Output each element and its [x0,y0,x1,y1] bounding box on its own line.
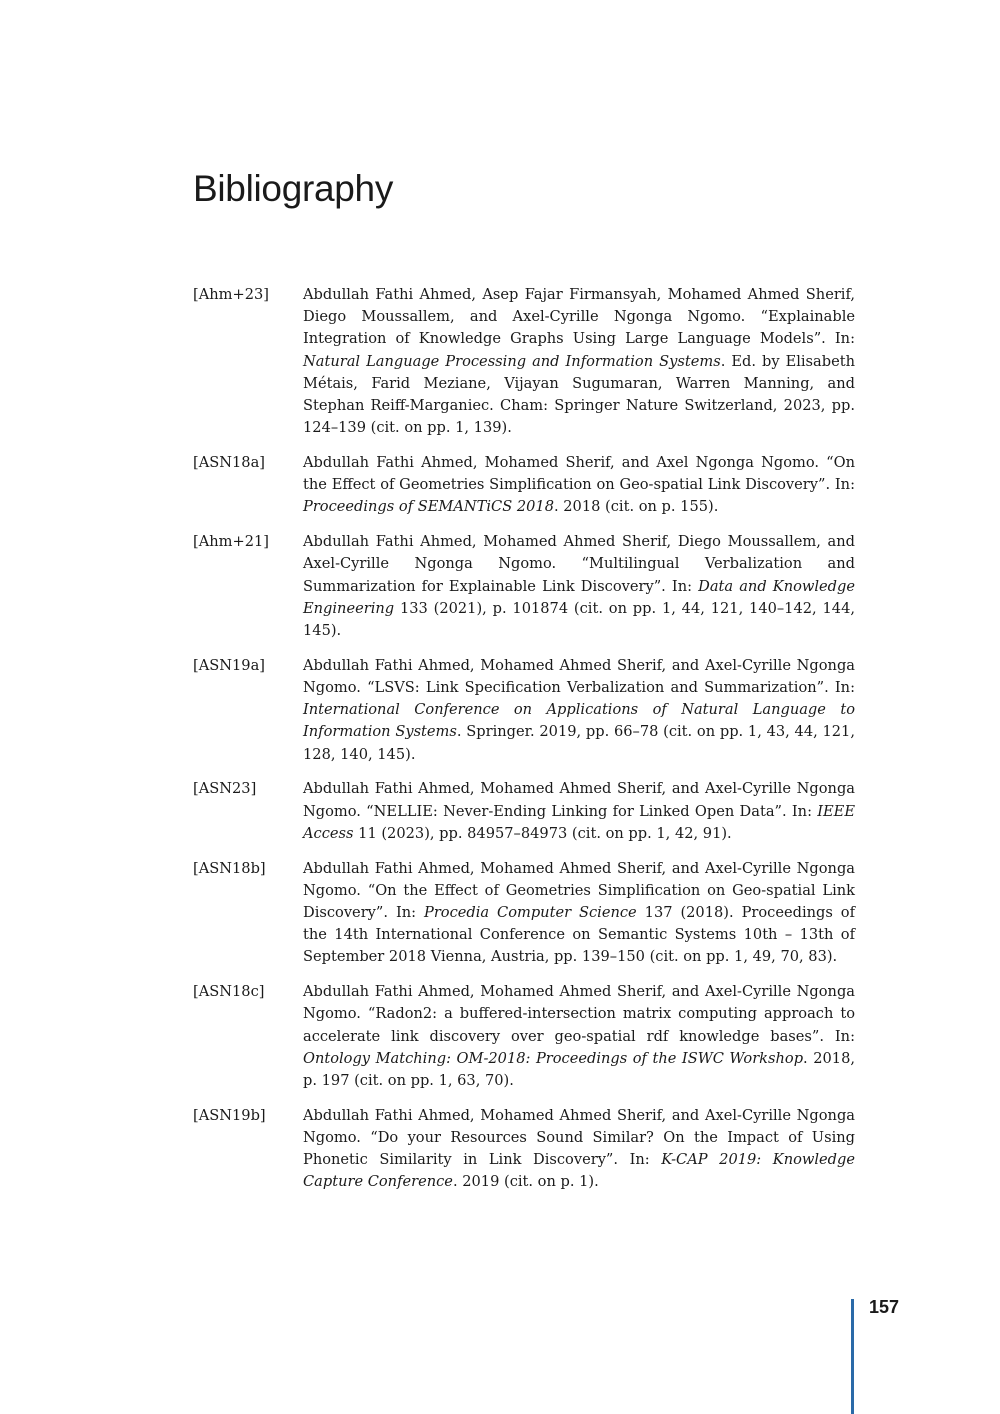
citation-text: Abdullah Fathi Ahmed, Mohamed Sherif, and Axel Ngonga Ngomo. “On the Effect of Geometries Simplification on Geo-spatial Link Discovery”. In: [303,454,855,494]
bib-citation [303,778,855,845]
bib-entry [193,655,855,766]
bib-citation [303,531,855,642]
citation-venue: Procedia Computer Science [424,904,637,922]
bib-key: [ASN19a] [193,656,265,674]
citation-text: 133 (2021), p. 101874 (cit. on pp. 1, 44, 121, 140–142, 144, 145). [303,599,855,640]
citation-text: Abdullah Fathi Ahmed, Mohamed Ahmed Sherif, and Axel-Cyrille Ngonga Ngomo. “On the Effect of Geometries Simplification on Geo-spatial Link Discovery”. In: [303,859,855,922]
bib-key: [ASN18b] [193,859,266,877]
bibliography-list [193,284,855,1206]
citation-venue: Natural Language Processing and Information Systems [303,352,721,370]
page-title: Bibliography [193,168,394,209]
citation-text: Abdullah Fathi Ahmed, Mohamed Ahmed Sherif, and Axel-Cyrille Ngonga Ngomo. “Radon2: a buffered-intersection matrix computing approach to accelerate link discovery over geo-spatial rdf knowledge bases”. In: [303,983,855,1045]
bib-key: [ASN23] [193,780,257,798]
citation-venue: K-CAP 2019: Knowledge Capture Conference [303,1151,855,1191]
citation-text: 137 (2018). Proceedings of the 14th International Conference on Semantic Systems 10th – 13th of September 2018 Vienna, Austria, pp. 139–150 (cit. on pp. 1, 49, 70, 83). [303,904,855,966]
bib-entry [193,858,855,969]
citation-text: . 2018, p. 197 (cit. on pp. 1, 63, 70). [303,1049,856,1090]
bib-key: [ASN19b] [193,1106,266,1124]
bib-key: [Ahm+23] [193,286,269,303]
bib-entry [193,531,855,642]
citation-venue: IEEE Access [303,802,855,842]
citation-text: Abdullah Fathi Ahmed, Mohamed Ahmed Sherif, and Axel-Cyrille Ngonga Ngomo. “LSVS: Link Specification Verbalization and Summarization”. In: [303,656,855,697]
bib-key: [ASN18c] [193,983,265,1001]
bib-entry [193,778,855,845]
citation-venue: Ontology Matching: OM-2018: Proceedings of the ISWC Workshop [303,1049,804,1067]
bib-citation [303,284,855,439]
bib-citation [303,655,855,766]
citation-text: Abdullah Fathi Ahmed, Asep Fajar Firmansyah, Mohamed Ahmed Sherif, Diego Moussallem, and Axel-Cyrille Ngonga Ngomo. “Explainable Integration of Knowledge Graphs Using Large Language Models”. In: [303,286,855,348]
bib-citation [303,452,855,519]
citation-venue: Data and Knowledge Engineering [303,577,855,617]
citation-text: Abdullah Fathi Ahmed, Mohamed Ahmed Sherif, Diego Moussallem, and Axel-Cyrille Ngonga Ngomo. “Multilingual Verbalization and Summarization for Explainable Link Discovery”. In: [303,533,855,595]
bib-entry [193,284,855,439]
citation-text: . 2019 (cit. on p. 1). [452,1173,599,1191]
bib-entry [193,981,855,1092]
bib-entry [193,1105,855,1194]
bib-citation [303,1105,855,1194]
citation-text: Abdullah Fathi Ahmed, Mohamed Ahmed Sherif, and Axel-Cyrille Ngonga Ngomo. “NELLIE: Never-Ending Linking for Linked Open Data”. In: [303,780,855,820]
citation-text: . 2018 (cit. on p. 155). [553,498,719,516]
citation-text: Abdullah Fathi Ahmed, Mohamed Ahmed Sherif, and Axel-Cyrille Ngonga Ngomo. “Do your Resources Sound Similar? On the Impact of Using Phonetic Similarity in Link Discovery”. In: [303,1106,855,1169]
bib-entry [193,452,855,519]
bib-citation [303,858,855,969]
citation-venue: International Conference on Applications of Natural Language to Information Systems [303,701,855,741]
bib-citation [303,981,855,1092]
page-edge-rule [851,1299,854,1414]
citation-text: 11 (2023), pp. 84957–84973 (cit. on pp. 1, 42, 91). [353,824,732,842]
citation-text: . Ed. by Elisabeth Métais, Farid Meziane, Vijayan Sugumaran, Warren Manning, and Stephan Reiff-Marganiec. Cham: Springer Nature Switzerland, 2023, pp. 124–139 (cit. on pp. 1, 139). [303,352,855,437]
citation-text: . Springer. 2019, pp. 66–78 (cit. on pp. 1, 43, 44, 121, 128, 140, 145). [303,723,855,763]
citation-venue: Proceedings of SEMANTiCS 2018 [303,498,554,516]
bib-key: [Ahm+21] [193,533,269,551]
bib-key: [ASN18a] [193,454,265,472]
page-number: 157 [869,1297,900,1317]
